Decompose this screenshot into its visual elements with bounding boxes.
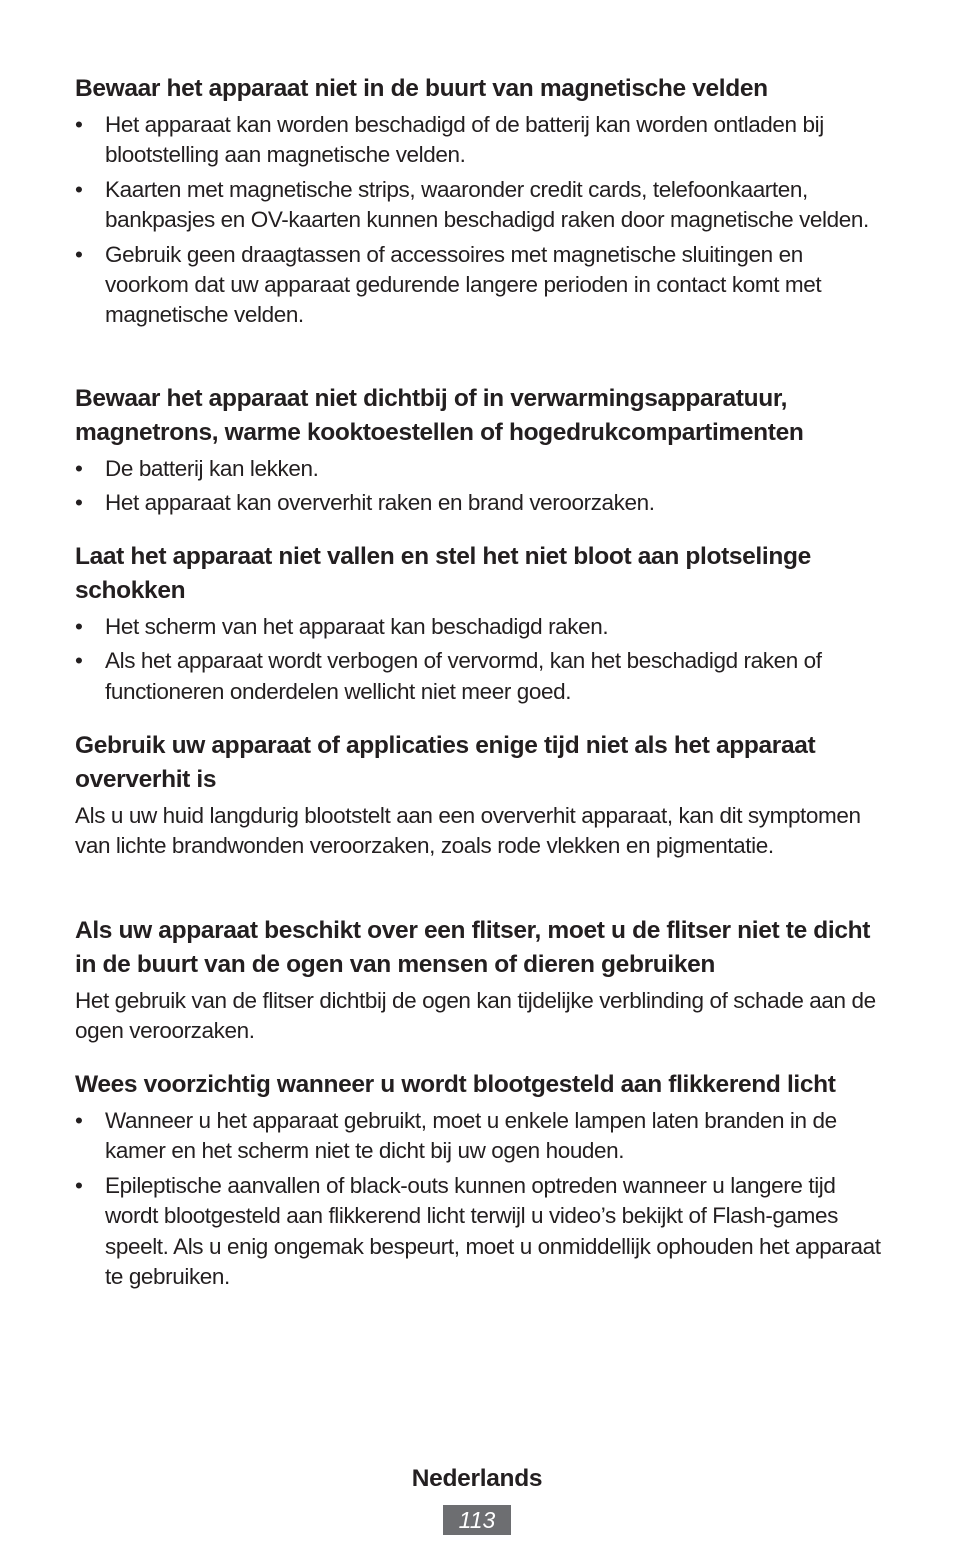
section-heading: Laat het apparaat niet vallen en stel het niet bloot aan plotselinge schokken	[75, 543, 811, 604]
bullet-icon: •	[75, 1172, 83, 1198]
bullet-list	[75, 110, 881, 331]
list-item-text: Epileptische aanvallen of black-outs kunnen optreden wanneer u langere tijd wordt blootgesteld aan flikkerend licht terwijl u video’s bekijkt of Flash-games speelt. Als u enig ongemak bespeurt, moet u onmiddellijk ophouden het apparaat te gebruiken.	[105, 1172, 881, 1290]
section-heading: Als uw apparaat beschikt over een flitser, moet u de flitser niet te dicht in de buurt van de ogen van mensen of dieren gebruiken	[75, 917, 871, 978]
list-item	[75, 488, 881, 518]
footer-language: Nederlands	[411, 1465, 543, 1492]
section-heading: Gebruik uw apparaat of applicaties enige tijd niet als het apparaat oververhit is	[75, 732, 816, 793]
section-heating-devices	[75, 382, 881, 523]
list-item-text: Het apparaat kan worden beschadigd of de batterij kan worden ontladen bij blootstelling aan magnetische velden.	[105, 112, 824, 168]
list-item	[75, 110, 881, 171]
list-item	[75, 612, 881, 642]
list-item	[75, 1171, 881, 1293]
section-heading: Bewaar het apparaat niet in de buurt van magnetische velden	[75, 75, 768, 102]
section-paragraph: Het gebruik van de flitser dichtbij de ogen kan tijdelijke verblinding of schade aan de ogen veroorzaken.	[75, 988, 876, 1044]
bullet-list	[75, 1106, 881, 1292]
section-flash	[75, 914, 881, 1047]
list-item	[75, 240, 881, 331]
section-magnetic-fields	[75, 72, 881, 335]
bullet-icon: •	[75, 456, 83, 481]
list-item-text: Kaarten met magnetische strips, waaronder credit cards, telefoonkaarten, bankpasjes en OV-kaarten kunnen beschadigd raken door magnetische velden.	[105, 176, 869, 233]
section-heading: Bewaar het apparaat niet dichtbij of in verwarmingsapparatuur, magnetrons, warme kooktoestellen of hogedrukcompartimenten	[75, 385, 804, 446]
bullet-icon: •	[75, 614, 83, 639]
bullet-icon: •	[75, 648, 83, 674]
section-heading: Wees voorzichtig wanneer u wordt blootgesteld aan flikkerend licht	[75, 1071, 836, 1098]
list-item-text: Het apparaat kan oververhit raken en brand veroorzaken.	[105, 490, 655, 516]
bullet-icon: •	[75, 112, 83, 137]
list-item	[75, 646, 881, 707]
list-item-text: De batterij kan lekken.	[105, 456, 319, 481]
list-item	[75, 1106, 881, 1167]
section-drops-shocks	[75, 540, 881, 711]
bullet-icon: •	[75, 1108, 83, 1133]
bullet-icon: •	[75, 241, 83, 267]
section-overheating	[75, 729, 881, 862]
list-item	[75, 175, 881, 236]
list-item-text: Het scherm van het apparaat kan beschadigd raken.	[105, 614, 609, 639]
list-item-text: Wanneer u het apparaat gebruikt, moet u enkele lampen laten branden in de kamer en het scherm niet te dicht bij uw ogen houden.	[105, 1108, 837, 1164]
list-item-text: Als het apparaat wordt verbogen of vervormd, kan het beschadigd raken of functioneren onderdelen wellicht niet meer goed.	[105, 648, 822, 704]
section-paragraph: Als u uw huid langdurig blootstelt aan een oververhit apparaat, kan dit symptomen van lichte brandwonden veroorzaken, zoals rode vlekken en pigmentatie.	[75, 803, 861, 859]
bullet-list	[75, 454, 881, 519]
section-flickering-light	[75, 1068, 881, 1296]
list-item-text: Gebruik geen draagtassen of accessoires met magnetische sluitingen en voorkom dat uw apparaat gedurende langere perioden in contact komt met magnetische velden.	[105, 241, 822, 328]
bullet-icon: •	[75, 176, 83, 202]
bullet-list	[75, 612, 881, 707]
list-item	[75, 454, 881, 484]
bullet-icon: •	[75, 490, 83, 516]
page-number: 113	[443, 1505, 511, 1535]
